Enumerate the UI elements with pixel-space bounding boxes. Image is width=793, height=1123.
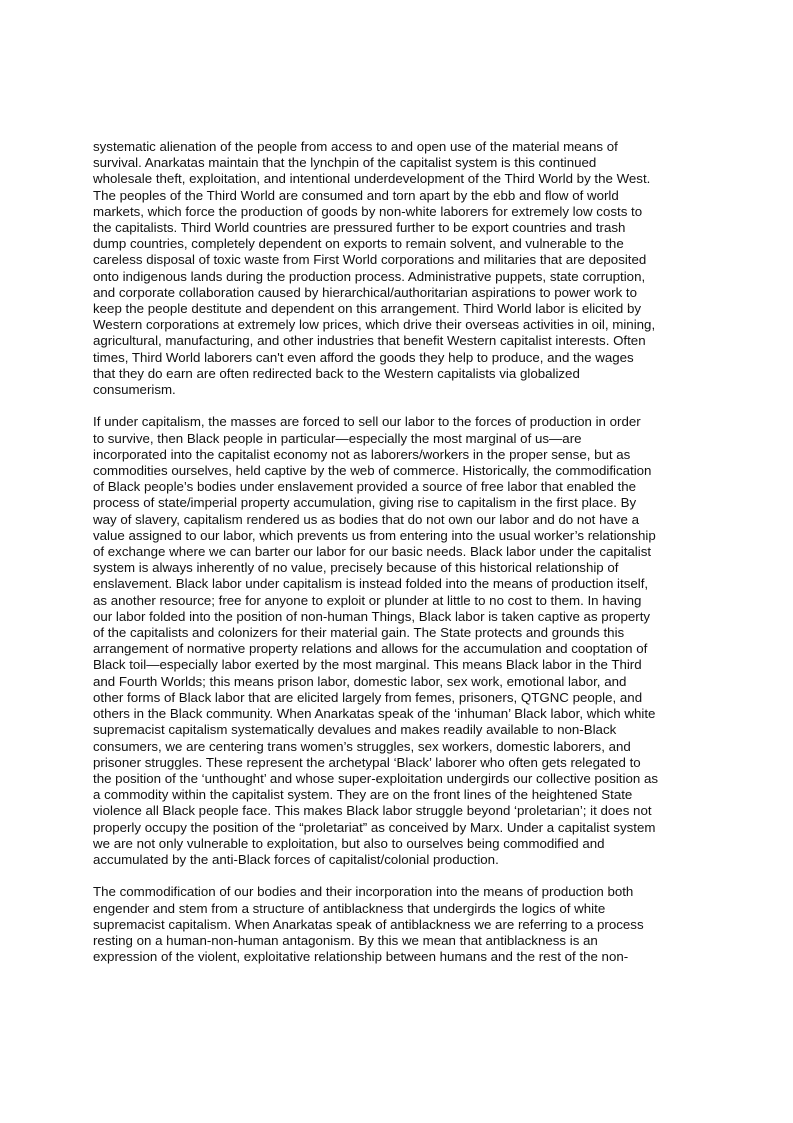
text-line: enslavement. Black labor under capitalism is instead folded into the means of production itself, [93, 576, 649, 592]
paragraph [93, 884, 705, 965]
text-line: consumerism. [93, 382, 176, 398]
text-line: accumulated by the anti-Black forces of capitalist/colonial production. [93, 851, 499, 867]
text-line: survival. Anarkatas maintain that the lynchpin of the capitalist system is this continued [93, 155, 597, 171]
text-line: commodities ourselves, held captive by the web of commerce. Historically, the commodification [93, 463, 652, 479]
text-line: expression of the violent, exploitative relationship between humans and the rest of the non- [93, 949, 629, 965]
text-line: agricultural, manufacturing, and other industries that benefit Western capitalist interests. Often [93, 333, 646, 349]
text-line: a commodity within the capitalist system. They are on the front lines of the heightened State [93, 787, 633, 803]
text-line: that they do earn are often redirected back to the Western capitalists via globalized [93, 365, 580, 381]
text-line: as another resource; free for anyone to exploit or plunder at little to no cost to them. In having [93, 592, 642, 608]
text-line: arrangement of normative property relations and allows for the accumulation and cooptation of [93, 641, 648, 657]
text-line: to survive, then Black people in particular—especially the most marginal of us—are [93, 430, 582, 446]
text-line: prisoner struggles. These represent the archetypal ‘Black’ laborer who often gets relegated to [93, 754, 641, 770]
text-line: and Fourth Worlds; this means prison labor, domestic labor, sex work, emotional labor, and [93, 673, 627, 689]
text-line: properly occupy the position of the “proletariat” as conceived by Marx. Under a capitalist system [93, 819, 656, 835]
text-line: of Black people’s bodies under enslavement provided a source of free labor that enabled the [93, 479, 637, 495]
text-line: the position of the ‘unthought’ and whose super-exploitation undergirds our collective position as [93, 770, 658, 786]
text-line: of the capitalists and colonizers for their material gain. The State protects and grounds this [93, 625, 625, 641]
text-line: Western corporations at extremely low prices, which drive their overseas activities in oil, mining, [93, 317, 656, 333]
text-line: system is always inherently of no value, precisely because of this historical relationship of [93, 560, 619, 576]
text-line: violence all Black people face. This makes Black labor struggle beyond ‘proletarian’; it does not [93, 803, 652, 819]
text-line: incorporated into the capitalist economy not as laborers/workers in the proper sense, but as [93, 446, 631, 462]
paragraph [93, 139, 705, 398]
text-line: value assigned to our labor, which prevents us from entering into the usual worker’s relationship [93, 527, 656, 543]
text-line: other forms of Black labor that are elicited largely from femes, prisoners, QTGNC people, and [93, 689, 643, 705]
text-line: supremacist capitalism systematically devalues and makes readily available to non-Black [93, 722, 617, 738]
text-line: others in the Black community. When Anarkatas speak of the ‘inhuman’ Black labor, which white [93, 706, 656, 722]
text-line: keep the people destitute and dependent on this arrangement. Third World labor is elicited by [93, 301, 641, 317]
text-line: our labor folded into the position of non-human Things, Black labor is taken captive as property [93, 608, 651, 624]
text-line: Black toil—especially labor exerted by the most marginal. This means Black labor in the Third [93, 657, 642, 673]
text-line: resting on a human-non-human antagonism. By this we mean that antiblackness is an [93, 932, 598, 948]
text-line: and corporate collaboration caused by hierarchical/authoritarian aspirations to power work to [93, 284, 637, 300]
document-body [93, 139, 705, 982]
text-line: engender and stem from a structure of antiblackness that undergirds the logics of white [93, 900, 606, 916]
text-line: systematic alienation of the people from access to and open use of the material means of [93, 139, 618, 154]
text-line: The peoples of the Third World are consumed and torn apart by the ebb and flow of world [93, 187, 619, 203]
paragraph [93, 414, 705, 868]
text-line: of exchange where we can barter our labor for our basic needs. Black labor under the capitalist [93, 544, 652, 560]
text-line: The commodification of our bodies and their incorporation into the means of production both [93, 884, 634, 900]
text-line: markets, which force the production of goods by non-white laborers for extremely low costs to [93, 203, 643, 219]
text-line: we are not only vulnerable to exploitation, but also to ourselves being commodified and [93, 835, 605, 851]
text-line: careless disposal of toxic waste from First World corporations and militaries that are deposited [93, 252, 647, 268]
text-line: onto indigenous lands during the production process. Administrative puppets, state corruption, [93, 268, 646, 284]
text-line: times, Third World laborers can't even afford the goods they help to produce, and the wages [93, 349, 634, 365]
text-line: consumers, we are centering trans women’s struggles, sex workers, domestic laborers, and [93, 738, 631, 754]
text-line: wholesale theft, exploitation, and intentional underdevelopment of the Third World by the West. [93, 171, 651, 187]
text-line: process of state/imperial property accumulation, giving rise to capitalism in the first place. By [93, 495, 637, 511]
text-line: dump countries, completely dependent on exports to remain solvent, and vulnerable to the [93, 236, 624, 252]
text-line: If under capitalism, the masses are forced to sell our labor to the forces of production in order [93, 414, 641, 430]
text-line: the capitalists. Third World countries are pressured further to be export countries and trash [93, 220, 626, 236]
text-line: supremacist capitalism. When Anarkatas speak of antiblackness we are referring to a process [93, 916, 644, 932]
text-line: way of slavery, capitalism rendered us as bodies that do not own our labor and do not have a [93, 511, 639, 527]
